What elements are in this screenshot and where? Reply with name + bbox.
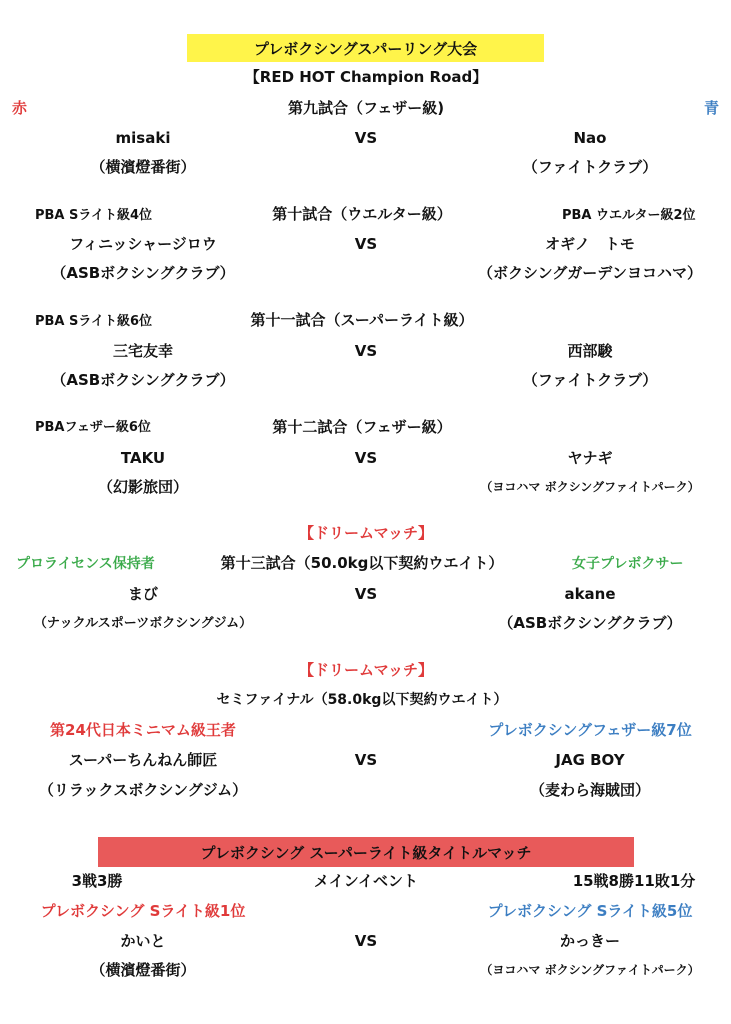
bout11-blue-team: （ファイトクラブ） <box>522 371 658 389</box>
bout13-red-title: プロライセンス保持者 <box>16 556 155 572</box>
bout9-blue-team: （ファイトクラブ） <box>522 158 658 176</box>
semi-red-team: （リラックスボクシングジム） <box>38 781 248 799</box>
bout9-red-team: （横濱燈番街） <box>90 158 196 176</box>
bout9-vs: VS <box>354 129 378 147</box>
bout13-red-name: まび <box>127 585 159 603</box>
bout12-vs: VS <box>354 449 378 467</box>
bout13-red-team: （ナックルスポーツボクシングジム） <box>33 616 253 631</box>
bout11-red-team: （ASBボクシングクラブ） <box>51 371 235 389</box>
title-match-label: プレボクシング スーパーライト級タイトルマッチ <box>200 843 532 862</box>
bout11-red-name: 三宅友幸 <box>112 342 174 360</box>
main-blue-title: プレボクシング Sライト級5位 <box>487 902 693 920</box>
main-red-name: かいと <box>120 932 166 950</box>
semi-blue-team: （麦わら海賊団） <box>529 781 651 799</box>
bout10-title: 第十試合（ウエルター級） <box>272 205 452 223</box>
bout9-blue-name: Nao <box>573 129 607 147</box>
semi-dream-match-label: 【ドリームマッチ】 <box>298 661 434 679</box>
bout11-vs: VS <box>354 342 378 360</box>
bout12-blue-team: （ヨコハマ ボクシングファイトパーク） <box>480 480 700 494</box>
bout11-blue-name: 西部駿 <box>567 342 613 360</box>
bout13-blue-name: akane <box>564 585 616 603</box>
bout10-red-name: フィニッシャージロウ <box>69 235 217 253</box>
bout13-vs: VS <box>354 585 378 603</box>
bout10-blue-team: （ボクシングガーデンヨコハマ） <box>477 264 703 282</box>
bout12-blue-name: ヤナギ <box>567 449 613 467</box>
main-blue-name: かっきー <box>559 932 621 950</box>
main-red-team: （横濱燈番街） <box>90 961 196 979</box>
main-blue-team: （ヨコハマ ボクシングファイトパーク） <box>480 963 700 977</box>
bout13-dream-match-label: 【ドリームマッチ】 <box>298 524 434 542</box>
bout12-red-team: （幻影旅団） <box>97 478 189 496</box>
event-subtitle: 【RED HOT Champion Road】 <box>244 68 488 86</box>
main-blue-record: 15戦8勝11敗1分 <box>572 872 696 890</box>
bout9-red-name: misaki <box>115 129 171 147</box>
semi-title: セミファイナル（58.0kg以下契約ウエイト） <box>216 692 508 708</box>
semi-blue-name: JAG BOY <box>555 751 625 769</box>
bout13-blue-title: 女子プレボクサー <box>572 556 684 572</box>
semi-blue-title: プレボクシングフェザー級7位 <box>488 721 692 739</box>
bout11-title: 第十一試合（スーパーライト級） <box>250 311 474 329</box>
bout11-red-rank: PBA Sライト級6位 <box>35 314 153 329</box>
main-event-title: メインイベント <box>314 872 418 890</box>
blue-corner-label: 青 <box>704 99 720 117</box>
bout10-vs: VS <box>354 235 378 253</box>
event-title-banner <box>187 34 544 62</box>
main-vs: VS <box>354 932 378 950</box>
bout13-title: 第十三試合（50.0kg以下契約ウエイト） <box>220 554 504 572</box>
bout9-title: 第九試合（フェザー級) <box>287 99 445 117</box>
main-red-title: プレボクシング Sライト級1位 <box>40 902 246 920</box>
bout10-red-team: （ASBボクシングクラブ） <box>51 264 235 282</box>
event-title: プレボクシングスパーリング大会 <box>253 39 478 58</box>
bout12-title: 第十二試合（フェザー級） <box>272 418 452 436</box>
main-red-record: 3戦3勝 <box>71 872 123 890</box>
semi-red-name: スーパーちんねん師匠 <box>68 751 218 769</box>
semi-red-title: 第24代日本ミニマム級王者 <box>50 721 236 739</box>
title-match-banner <box>98 837 634 867</box>
bout13-blue-team: （ASBボクシングクラブ） <box>498 614 682 632</box>
bout12-red-name: TAKU <box>120 449 166 467</box>
semi-vs: VS <box>354 751 378 769</box>
red-corner-label: 赤 <box>12 99 28 117</box>
bout10-blue-name: オギノ トモ <box>545 235 635 253</box>
bout10-red-rank: PBA Sライト級4位 <box>35 208 153 223</box>
bout10-blue-rank: PBA ウエルター級2位 <box>562 208 696 223</box>
bout12-red-rank: PBAフェザー級6位 <box>35 420 151 435</box>
